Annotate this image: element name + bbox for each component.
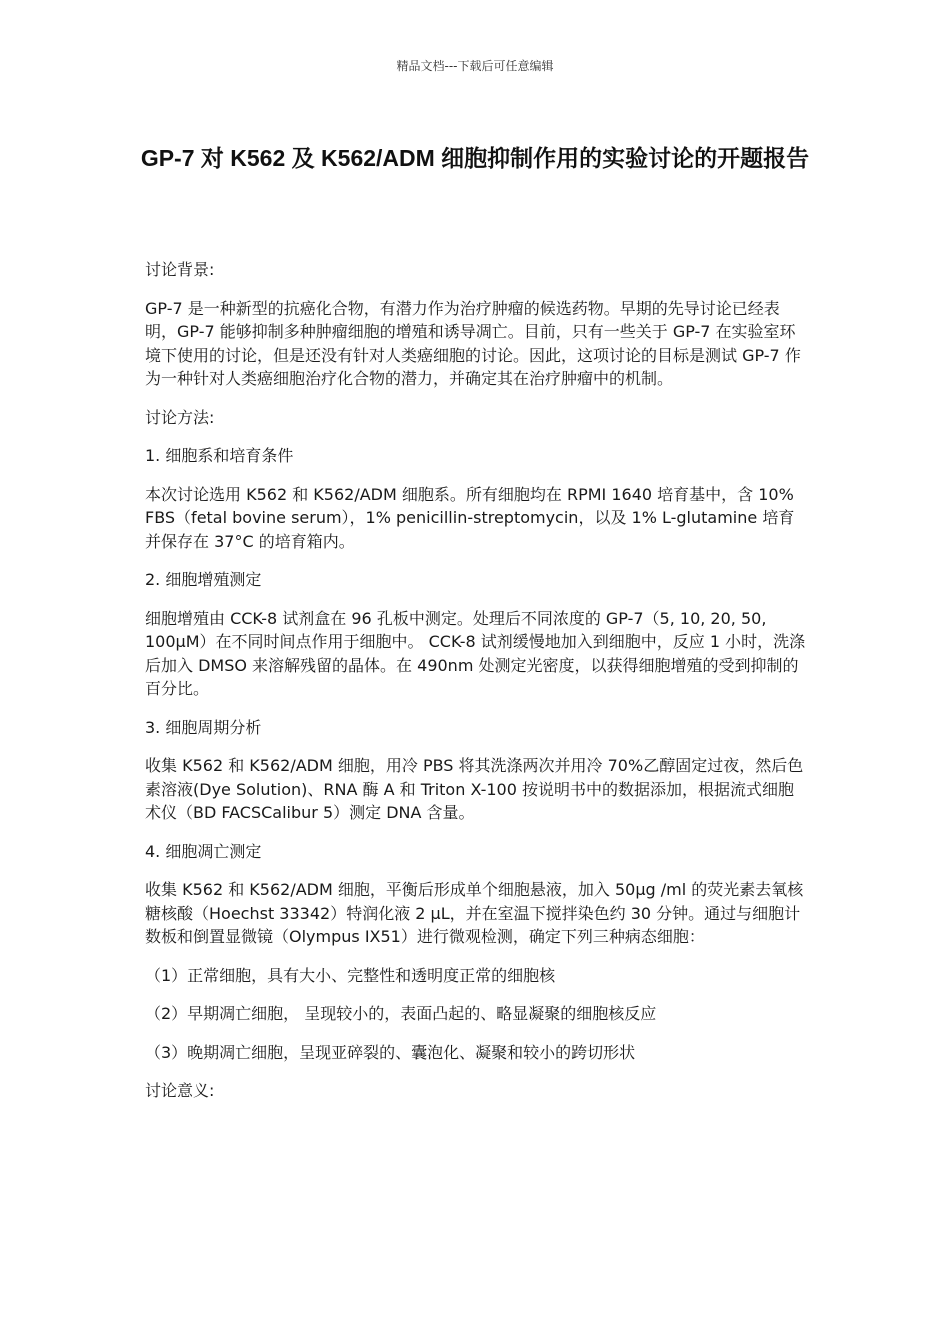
method-3-paragraph: 收集 K562 和 K562/ADM 细胞，用冷 PBS 将其洗涤两次并用冷 70%乙醇固定过夜，然后色素溶液(Dye Solution)、RNA 酶 A 和 Triton X-100 按说明书中的数据添加，根据流式细胞术仪（BD FACSCalibur 5）测定 DNA 含量。 (145, 756, 804, 822)
document-title: GP-7 对 K562 及 K562/ADM 细胞抑制作用的实验讨论的开题报告 (140, 145, 810, 171)
method-1-heading: 1. 细胞系和培育条件 (145, 446, 294, 465)
cell-type-early-apoptosis: （2）早期凋亡细胞， 呈现较小的，表面凸起的、略显凝聚的细胞核反应 (145, 1004, 657, 1023)
cell-type-normal: （1）正常细胞，具有大小、完整性和透明度正常的细胞核 (145, 965, 556, 985)
method-2-heading: 2. 细胞增殖测定 (145, 570, 262, 589)
background-heading: 讨论背景: (145, 260, 215, 279)
method-1-paragraph: 本次讨论选用 K562 和 K562/ADM 细胞系。所有细胞均在 RPMI 1640 培育基中，含 10% FBS（fetal bovine serum），1% penicillin-streptomycin，以及 1% L-glutamine 培育并保存在 37°C 的培育箱内。 (145, 484, 795, 551)
background-paragraph: GP-7 是一种新型的抗癌化合物，有潜力作为治疗肿瘤的候选药物。早期的先导讨论已经表明，GP-7 能够抑制多种肿瘤细胞的增殖和诱导凋亡。目前，只有一些关于 GP-7 在实验室环境下使用的讨论，但是还没有针对人类癌细胞的讨论。因此，这项讨论的目标是测试 GP-7 作为一种针对人类癌细胞治疗化合物的潜力，并确定其在治疗肿瘤中的机制。 (145, 298, 801, 388)
significance-heading: 讨论意义: (145, 1081, 215, 1100)
cell-type-late-apoptosis: （3）晚期凋亡细胞，呈现亚碎裂的、囊泡化、凝聚和较小的跨切形状 (145, 1042, 636, 1062)
methods-heading: 讨论方法: (145, 407, 215, 427)
document-body (145, 258, 807, 1118)
method-4-heading: 4. 细胞凋亡测定 (145, 841, 262, 861)
header-note: 精品文档---下载后可任意编辑 (396, 59, 554, 73)
method-4-paragraph: 收集 K562 和 K562/ADM 细胞，平衡后形成单个细胞悬液，加入 50μg /ml 的荧光素去氧核糖核酸（Hoechst 33342）特润化液 2 μL，并在室温下搅拌染色约 30 分钟。通过与细胞计数板和倒置显微镜（Olympus IX51）进行微观检测，确定下列三种病态细胞： (145, 880, 804, 946)
method-3-heading: 3. 细胞周期分析 (145, 717, 262, 737)
method-2-paragraph: 细胞增殖由 CCK-8 试剂盒在 96 孔板中测定。处理后不同浓度的 GP-7（5, 10, 20, 50, 100μM）在不同时间点作用于细胞中。 CCK-8 试剂缓慢地加入到细胞中，反应 1 小时，洗涤后加入 DMSO 来溶解残留的晶体。在 490nm 处测定光密度，以获得细胞增殖的受到抑制的百分比。 (145, 608, 806, 698)
